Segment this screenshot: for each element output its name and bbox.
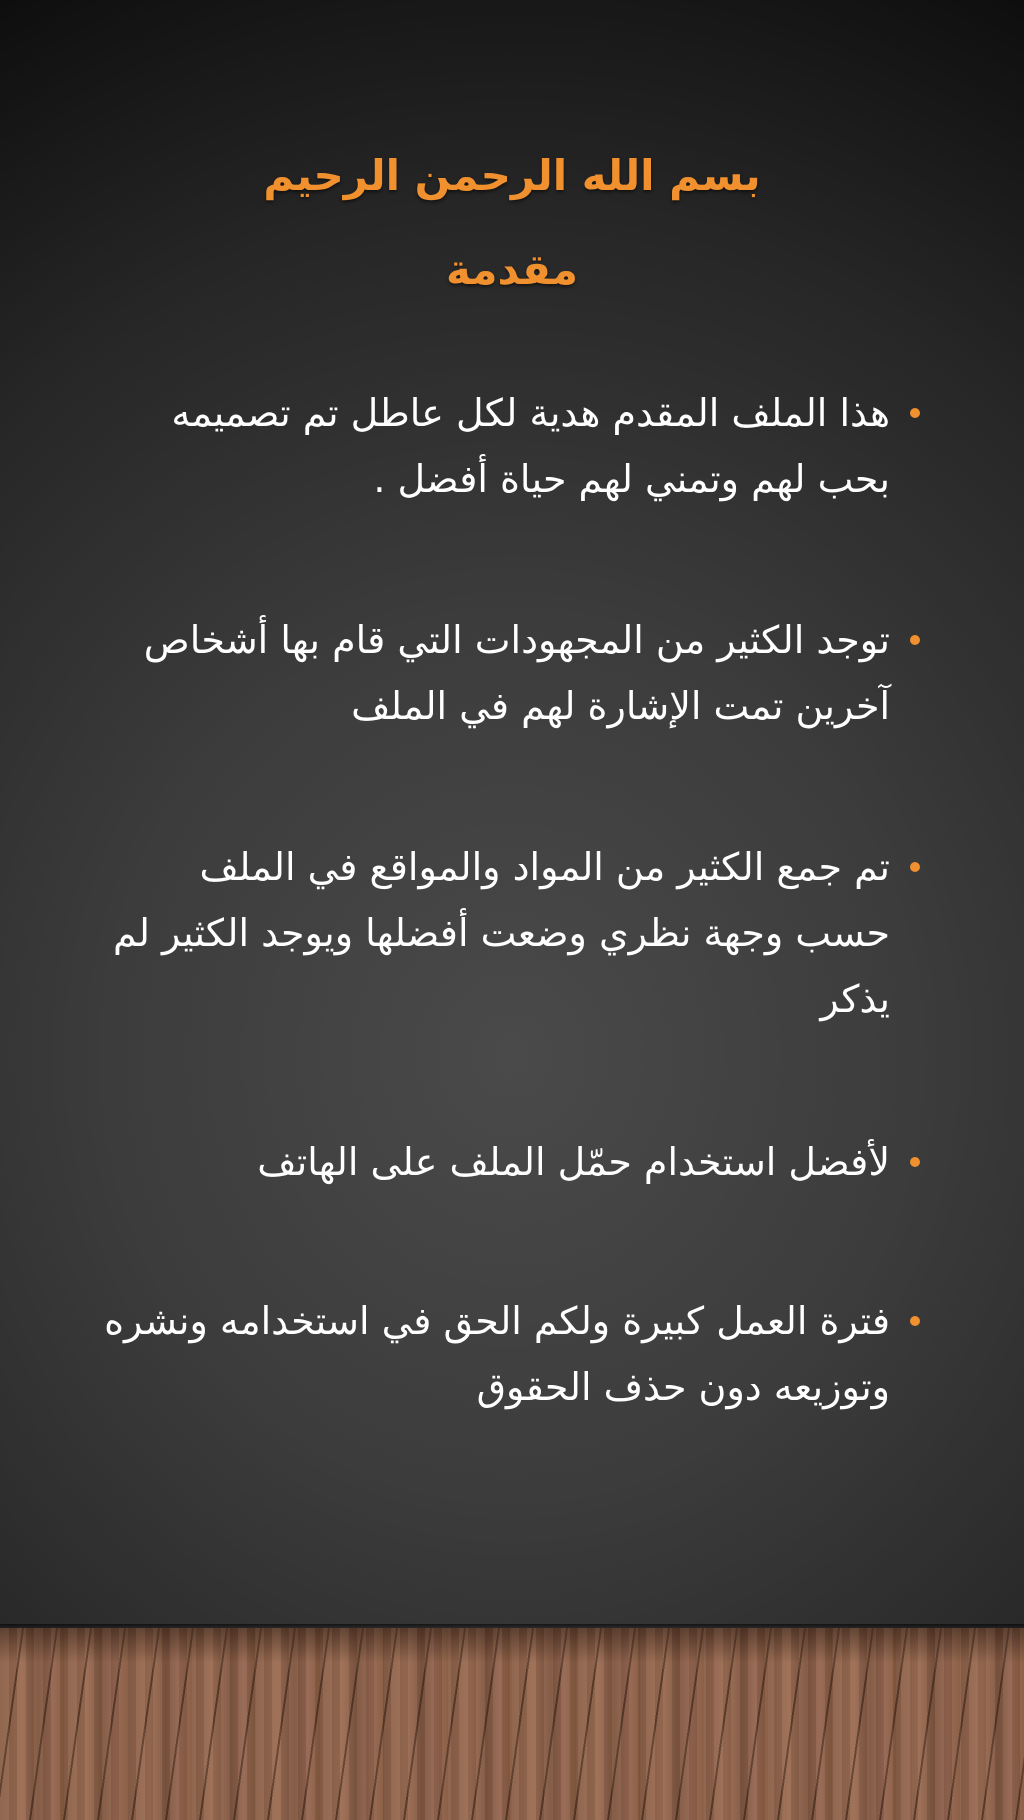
bullet-dot-icon (910, 1316, 920, 1326)
page-title: بسم الله الرحمن الرحيم (263, 151, 761, 200)
bullet-text: هذا الملف المقدم هدية لكل عاطل تم تصميمه بحب لهم وتمني لهم حياة أفضل . (171, 391, 890, 501)
bullet-dot-icon (910, 408, 920, 418)
page-subtitle: مقدمة (446, 245, 578, 294)
bullet-text: فترة العمل كبيرة ولكم الحق في استخدامه ونشره وتوزيعه دون حذف الحقوق (104, 1299, 890, 1409)
bullet-item-5 (95, 1288, 920, 1420)
wooden-floor (0, 1628, 1024, 1820)
bullet-dot-icon (910, 1157, 920, 1167)
bullet-item-4 (95, 1129, 920, 1195)
bullet-text: تم جمع الكثير من المواد والمواقع في الملف حسب وجهة نظري وضعت أفضلها ويوجد الكثير لم يذكر (113, 845, 890, 1021)
bullet-item-2 (95, 607, 920, 739)
bullet-item-1 (95, 380, 920, 512)
bullet-text: توجد الكثير من المجهودات التي قام بها أشخاص آخرين تمت الإشارة لهم في الملف (143, 618, 890, 728)
bullet-item-3 (95, 834, 920, 1032)
bullet-text: لأفضل استخدام حمّل الملف على الهاتف (257, 1140, 890, 1184)
bullet-dot-icon (910, 635, 920, 645)
bullet-dot-icon (910, 862, 920, 872)
